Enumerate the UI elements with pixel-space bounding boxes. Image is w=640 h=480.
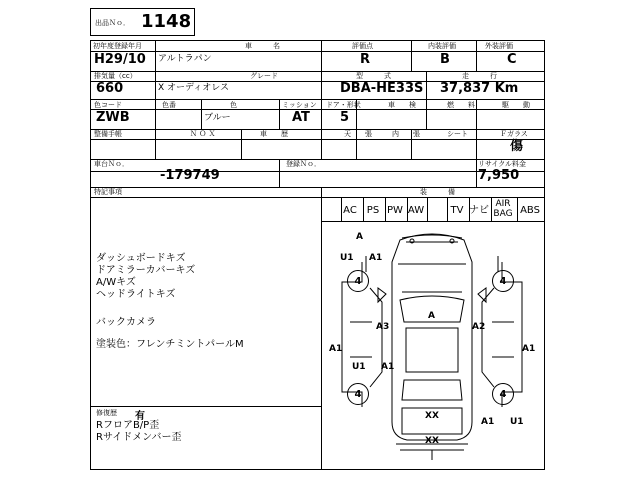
mark-left-lower2: A1: [381, 362, 395, 372]
remark-line: ドアミラーカバーキズ: [96, 265, 196, 276]
equip-ps: PS: [366, 205, 380, 216]
tire-rear-left: 4: [347, 383, 369, 405]
mark-side-left: A1: [329, 344, 343, 354]
label-drive: 駆 動: [502, 101, 530, 109]
label-interior: 内装評価: [428, 42, 456, 50]
repair-note: Rサイドメンバー歪: [96, 432, 182, 443]
value-interior: B: [440, 52, 450, 67]
mark-rear-1: XX: [425, 411, 439, 421]
tire-front-left: 4: [347, 270, 369, 292]
label-color-code: 色コード: [94, 101, 122, 109]
value-repair: 有: [135, 411, 145, 422]
mark-windshield: A: [428, 311, 435, 321]
label-remarks: 特記事項: [94, 188, 122, 196]
label-equipment: 装 備: [420, 188, 455, 196]
mark-rear-right: A1: [481, 417, 495, 427]
value-exterior: C: [507, 52, 517, 67]
value-recycle: 7,950: [478, 168, 520, 183]
equip-airbag: AIR BAG: [493, 199, 513, 219]
car-diagram: [322, 222, 542, 467]
remark-line: A/Wキズ: [96, 277, 136, 288]
label-glass: Ｆガラス: [500, 130, 528, 138]
mark-left-lower: U1: [352, 362, 366, 372]
value-displacement: 660: [96, 81, 124, 96]
mark-rear-right2: U1: [510, 417, 524, 427]
label-seat: シート: [447, 130, 468, 138]
value-mileage: 37,837 Km: [440, 81, 519, 96]
mark-hood-left: A3: [376, 322, 390, 332]
label-first-reg: 初年度登録年月: [93, 42, 142, 50]
mark-hood-right: A2: [472, 322, 486, 332]
value-first-reg: H29/10: [94, 52, 146, 67]
mark-front: A: [356, 232, 363, 242]
mark-front-left2: A1: [369, 253, 383, 263]
label-model: 型 式: [356, 72, 391, 80]
label-exterior: 外装評価: [485, 42, 513, 50]
remark-line: ヘッドライトキズ: [96, 289, 176, 300]
label-car-name: 車 名: [245, 42, 280, 50]
repair-notes: [96, 420, 181, 444]
label-transmission: ミッション: [282, 101, 317, 109]
label-nox: Ｎ Ｏ Ｘ: [190, 130, 216, 138]
repair-note: RフロアB/P歪: [96, 420, 160, 431]
lot-number: 1148: [141, 11, 192, 32]
equip-abs: ABS: [520, 205, 540, 216]
label-color: 色: [230, 101, 237, 109]
remark-line: ダッシュボードキズ: [96, 253, 186, 264]
label-fuel: 燃 料: [447, 101, 475, 109]
label-chassis: 車台Ｎｏ．: [94, 160, 129, 168]
remark-line: 塗装色：フレンチミントパールM: [96, 339, 244, 350]
equip-aw: AW: [407, 205, 425, 216]
value-doors: 5: [340, 110, 350, 125]
label-grade: グレード: [250, 72, 278, 80]
remark-line: バックカメラ: [96, 317, 156, 328]
value-model: DBA-HE33S: [340, 81, 424, 96]
tire-rear-right: 4: [492, 383, 514, 405]
equip-tv: TV: [450, 205, 464, 216]
label-score: 評価点: [352, 42, 373, 50]
label-history: 車 歴: [260, 130, 288, 138]
equip-ac: AC: [343, 205, 357, 216]
label-displacement: 排気量（cc）: [94, 72, 137, 80]
label-sunroof: 天 張: [344, 130, 372, 138]
label-mileage: 走 行: [462, 72, 497, 80]
tire-front-right: 4: [492, 270, 514, 292]
equip-pw: PW: [387, 205, 403, 216]
lot-number-label: 出品Ｎｏ．: [95, 19, 130, 27]
label-reg-no: 登録Ｎｏ．: [286, 160, 321, 168]
label-recycle: リサイクル料金: [478, 160, 527, 168]
label-color-no: 色番: [162, 101, 176, 109]
value-grade: X オーディオレス: [158, 83, 230, 93]
value-color-code: ZWB: [96, 110, 130, 125]
remark-line: [96, 301, 244, 313]
value-color: ブルー: [204, 113, 231, 123]
value-transmission: AT: [292, 110, 310, 125]
equip-navi: ナビ: [469, 205, 489, 216]
label-doors: ドア・形状: [326, 101, 361, 109]
value-chassis: -179749: [160, 168, 220, 183]
mark-front-left: U1: [340, 253, 354, 263]
mark-side-right: A1: [522, 344, 536, 354]
mark-rear-2: XX: [425, 436, 439, 446]
value-car-name: アルトラパン: [158, 54, 212, 64]
label-interior-trim: 内 張: [392, 130, 420, 138]
value-glass: 傷: [510, 139, 524, 154]
label-repair: 修復歴: [96, 409, 117, 417]
value-score: R: [360, 52, 371, 67]
label-manual: 整備手帳: [94, 130, 122, 138]
lot-number-box: [90, 8, 195, 36]
remarks-list: [96, 253, 244, 351]
label-inspection: 車 検: [388, 101, 416, 109]
